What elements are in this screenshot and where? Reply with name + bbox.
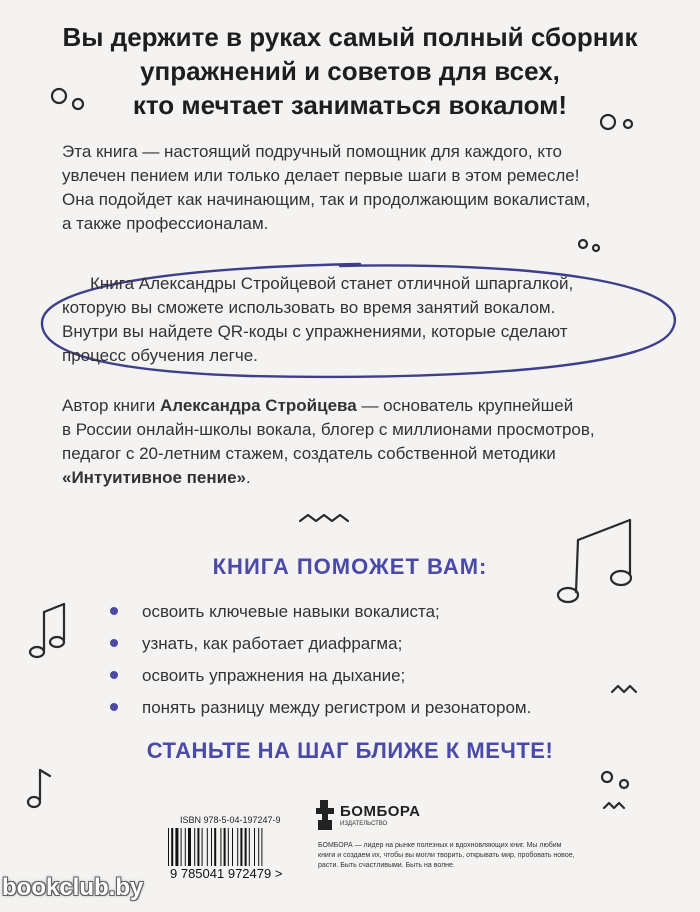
closing-slogan: СТАНЬТЕ НА ШАГ БЛИЖЕ К МЕЧТЕ! — [146, 738, 554, 763]
watermark: bookclub.by — [2, 874, 144, 901]
list-item — [110, 660, 531, 692]
method-name: «Интуитивное пение» — [62, 468, 247, 487]
isbn-label: ISBN 978-5-04-197247-9 — [180, 815, 281, 825]
headline-line: кто мечтает заниматься вокалом! — [132, 90, 568, 120]
highlight-line: Внутри вы найдете QR-коды с упражнениями, которые сделают — [62, 322, 568, 341]
publisher-subtitle: ИЗДАТЕЛЬСТВО — [340, 821, 388, 827]
intro-line: Эта книга — настоящий подручный помощник для каждого, кто — [62, 142, 563, 161]
squiggle-doodle — [604, 803, 624, 808]
headline-line: упражнений и советов для всех, — [140, 56, 560, 86]
intro-paragraph — [62, 140, 682, 236]
music-note-icon — [30, 604, 64, 657]
barcode-bar — [224, 828, 226, 866]
author-text: . — [246, 468, 251, 487]
barcode-bar — [228, 828, 229, 866]
bullet-dot — [110, 671, 118, 679]
barcode-bar — [202, 828, 203, 866]
publisher-logo-icon — [314, 798, 336, 832]
barcode-bar — [171, 828, 173, 866]
barcode-bar — [214, 828, 216, 866]
doodle-circle — [602, 772, 612, 782]
barcode-bar — [194, 828, 195, 866]
barcode-bar — [258, 828, 259, 866]
doodle-circle — [593, 245, 599, 251]
bullet-dot — [110, 607, 118, 615]
author-text: Автор книги — [62, 396, 160, 415]
bullet-dot — [110, 703, 118, 711]
highlight-line: которую вы сможете использовать во время занятий вокалом. — [62, 298, 556, 317]
author-text: в России онлайн-школы вокала, блогер с миллионами просмотров, — [62, 420, 595, 439]
barcode-bar — [181, 828, 182, 866]
intro-line: Она подойдет как начинающим, так и продолжающим вокалистам, — [62, 190, 591, 209]
doodle-circle — [620, 780, 628, 788]
barcode-bar — [175, 828, 178, 866]
barcode-bar — [168, 828, 169, 866]
author-text: — основатель крупнейшей — [356, 396, 574, 415]
barcode-bar — [245, 828, 247, 866]
headline — [40, 20, 660, 122]
publisher-note: БОМБОРА — лидер на рынке полезных и вдохновляющих книг. Мы любим книги и создаем их, чтобы вы могли творить, открывать мир, пробовать новое, расти. Быть счастливыми. Быть на волне. — [318, 842, 575, 869]
intro-line: а также профессионалам. — [62, 214, 269, 233]
barcode-bar — [249, 828, 250, 866]
list-item — [110, 692, 531, 724]
intro-line: увлечен пением или только делает первые шаги в этом ремесле! — [62, 166, 580, 185]
author-paragraph — [62, 394, 682, 490]
barcode-bar — [197, 828, 199, 866]
list-item-text: освоить ключевые навыки вокалиста; — [142, 602, 440, 621]
barcode-bar — [237, 828, 238, 866]
bullet-dot — [110, 639, 118, 647]
barcode-bar — [207, 828, 208, 866]
barcode-bar — [185, 828, 186, 866]
list-item-text: освоить упражнения на дыхание; — [142, 666, 406, 685]
list-item — [110, 628, 531, 660]
barcode-bar — [261, 828, 262, 866]
highlight-line: процесс обучения легче. — [62, 346, 258, 365]
headline-line: Вы держите в руках самый полный сборник — [62, 22, 638, 52]
author-text: педагог с 20-летним стажем, создатель собственной методики — [62, 444, 556, 463]
music-note-icon — [28, 770, 50, 807]
squiggle-doodle — [612, 686, 636, 692]
doodle-circle — [579, 240, 587, 248]
barcode-number: 9 785041 972479 > — [170, 866, 283, 881]
barcode-bar — [220, 828, 221, 866]
list-item — [110, 596, 531, 628]
barcode-bar — [232, 828, 233, 866]
highlight-line: Книга Александры Стройцевой станет отличной шпаргалкой, — [90, 274, 574, 293]
list-item-text: понять разницу между регистром и резонатором. — [142, 698, 532, 717]
help-title: КНИГА ПОМОЖЕТ ВАМ: — [212, 554, 488, 579]
barcode-bar — [240, 828, 242, 866]
list-item-text: узнать, как работает диафрагма; — [142, 634, 403, 653]
barcode-bar — [188, 828, 191, 866]
benefits-list — [110, 596, 531, 724]
author-name: Александра Стройцева — [159, 396, 357, 415]
barcode-bar — [211, 828, 212, 866]
barcode-bar — [254, 828, 255, 866]
highlight-paragraph — [62, 272, 682, 368]
publisher-name: БОМБОРА — [340, 803, 421, 820]
squiggle-doodle — [300, 515, 348, 521]
